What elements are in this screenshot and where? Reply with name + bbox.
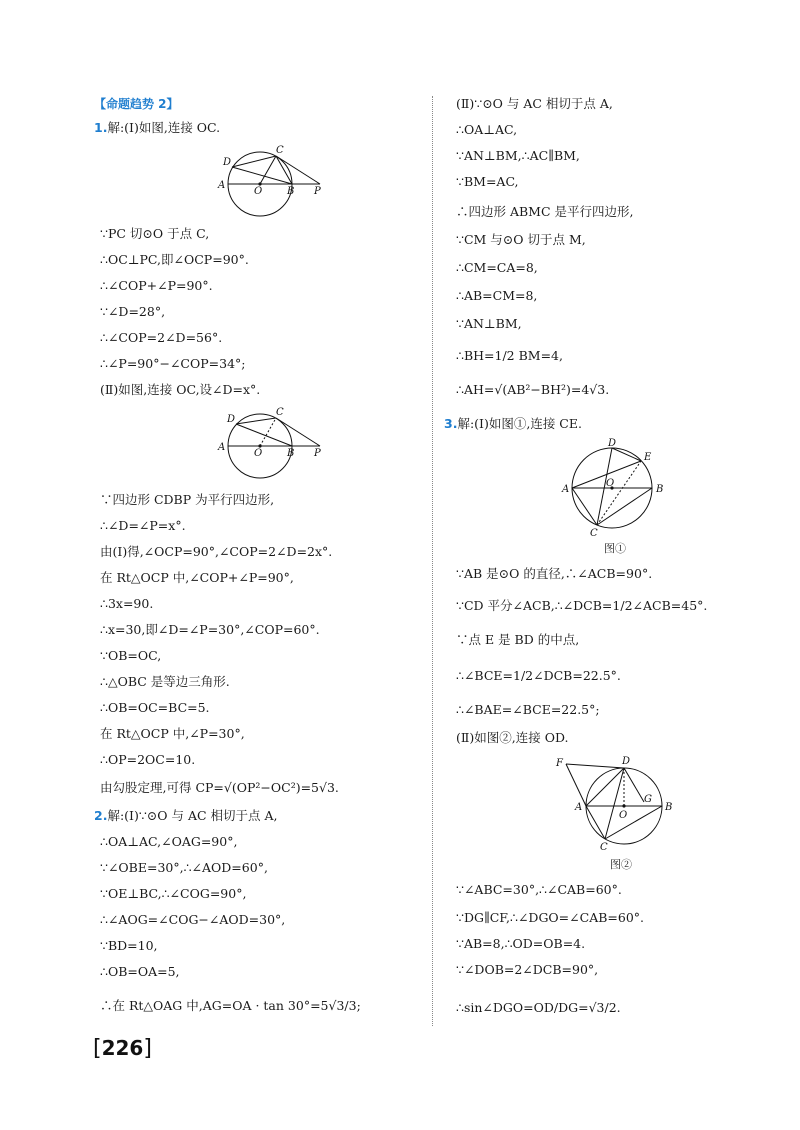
fig4-label-C: C xyxy=(600,842,608,852)
fig4-label-G: G xyxy=(644,794,652,805)
text-line: ∵OE⊥BC,∴∠COG=90°, xyxy=(100,886,247,901)
fig3-label-O: O xyxy=(606,478,615,489)
text-line: ∴OA⊥AC,∠OAG=90°, xyxy=(100,834,238,849)
text-line: ∵CM 与⊙O 切于点 M, xyxy=(456,232,586,247)
fig2-label-P: P xyxy=(314,448,321,459)
text-line: ∴∠COP=2∠D=56°. xyxy=(100,330,223,345)
text-line: ∵BD=10, xyxy=(100,938,158,953)
fig4-label-D: D xyxy=(622,756,631,767)
fig4-label-A: A xyxy=(575,802,583,813)
fig2-label-C: C xyxy=(276,407,284,418)
text-line: ∵AN⊥BM,∴AC∥BM, xyxy=(456,148,580,163)
text-line: 由勾股定理,可得 CP=√(OP²−OC²)=5√3. xyxy=(100,780,339,795)
text-line: ∵PC 切⊙O 于点 C, xyxy=(100,226,210,241)
text-line: ∴OP=2OC=10. xyxy=(100,752,196,767)
text-line: ∴∠D=∠P=x°. xyxy=(100,518,186,533)
text-line: 由(Ⅰ)得,∠OCP=90°,∠COP=2∠D=2x°. xyxy=(100,544,333,559)
text-line: ∵四边形 CDBP 为平行四边形, xyxy=(100,492,275,507)
text-line: ∵AB 是⊙O 的直径,∴∠ACB=90°. xyxy=(456,566,653,581)
text-line: ∵点 E 是 BD 的中点, xyxy=(456,632,580,647)
fig4-label-F: F xyxy=(556,758,563,769)
text-line: (Ⅱ)如图②,连接 OD. xyxy=(456,730,569,745)
text-line: ∴OB=OA=5, xyxy=(100,964,180,979)
text-line: ∵CD 平分∠ACB,∴∠DCB=1/2∠ACB=45°. xyxy=(456,598,708,613)
fig1-label-D: D xyxy=(223,157,232,168)
text-line: ∴OB=OC=BC=5. xyxy=(100,700,210,715)
text-line: ∴OA⊥AC, xyxy=(456,122,518,137)
fig2-label-B: B xyxy=(287,448,295,459)
text-line: ∴在 Rt△OAG 中,AG=OA · tan 30°=5√3/3; xyxy=(100,998,361,1013)
text-line: ∴sin∠DGO=OD/DG=√3/2. xyxy=(456,1000,621,1015)
page-number: [226] xyxy=(93,1036,152,1061)
text-line: ∴四边形 ABMC 是平行四边形, xyxy=(456,204,634,219)
fig2-label-O: O xyxy=(254,448,263,459)
text-line: ∴x=30,即∠D=∠P=30°,∠COP=60°. xyxy=(100,622,320,637)
fig4-label-B: B xyxy=(665,802,673,813)
text-line: ∵AB=8,∴OD=OB=4. xyxy=(456,936,586,951)
text-line: ∵BM=AC, xyxy=(456,174,519,189)
fig4-label-O: O xyxy=(619,810,628,821)
text-line: ∵∠DOB=2∠DCB=90°, xyxy=(456,962,599,977)
text-line: (Ⅱ)∵⊙O 与 AC 相切于点 A, xyxy=(456,96,613,111)
text-line: ∴CM=CA=8, xyxy=(456,260,538,275)
text-line: ∴∠BCE=1/2∠DCB=22.5°. xyxy=(456,668,621,683)
fig3-label-B: B xyxy=(656,484,664,495)
fig3-label-C: C xyxy=(590,528,598,538)
text-line: ∵∠D=28°, xyxy=(100,304,166,319)
fig3-label-D: D xyxy=(608,438,617,449)
text-line: 在 Rt△OCP 中,∠COP+∠P=90°, xyxy=(100,570,294,585)
figure-4 xyxy=(552,752,684,852)
text-line: (Ⅱ)如图,连接 OC,设∠D=x°. xyxy=(100,382,261,397)
fig2-label-A: A xyxy=(218,442,226,453)
text-line: ∴∠COP+∠P=90°. xyxy=(100,278,213,293)
fig1-label-C: C xyxy=(276,145,284,156)
text-line: ∴∠AOG=∠COG−∠AOD=30°, xyxy=(100,912,286,927)
figure-caption: 图② xyxy=(610,858,632,871)
text-line: ∴AB=CM=8, xyxy=(456,288,538,303)
figure-caption: 图① xyxy=(604,542,626,555)
text-line: ∵AN⊥BM, xyxy=(456,316,522,331)
text-line: ∵∠OBE=30°,∴∠AOD=60°, xyxy=(100,860,268,875)
text-line: 1.解:(Ⅰ)如图,连接 OC. xyxy=(94,120,221,135)
text-line: 3.解:(Ⅰ)如图①,连接 CE. xyxy=(444,416,582,431)
text-line: ∴AH=√(AB²−BH²)=4√3. xyxy=(456,382,610,397)
fig1-label-O: O xyxy=(254,186,263,197)
fig1-label-P: P xyxy=(314,186,321,197)
figure-2 xyxy=(214,402,334,482)
text-line: 2.解:(Ⅰ)∵⊙O 与 AC 相切于点 A, xyxy=(94,808,278,823)
fig3-label-A: A xyxy=(562,484,570,495)
text-line: ∴∠P=90°−∠COP=34°; xyxy=(100,356,246,371)
text-line: ∵OB=OC, xyxy=(100,648,162,663)
fig2-label-D: D xyxy=(227,414,236,425)
fig1-label-B: B xyxy=(287,186,295,197)
fig1-label-A: A xyxy=(218,180,226,191)
fig3-label-E: E xyxy=(644,452,652,463)
text-line: ∴∠BAE=∠BCE=22.5°; xyxy=(456,702,600,717)
text-line: ∴BH=1/2 BM=4, xyxy=(456,348,563,363)
text-line: ∵∠ABC=30°,∴∠CAB=60°. xyxy=(456,882,622,897)
text-line: ∴OC⊥PC,即∠OCP=90°. xyxy=(100,252,249,267)
column-divider xyxy=(432,96,433,1026)
text-line: ∴△OBC 是等边三角形. xyxy=(100,674,230,689)
figure-1 xyxy=(214,140,334,220)
text-line: 在 Rt△OCP 中,∠P=30°, xyxy=(100,726,245,741)
figure-3 xyxy=(560,438,680,538)
section-header: 【命题趋势 2】 xyxy=(94,97,179,111)
text-line: ∴3x=90. xyxy=(100,596,154,611)
text-line: ∵DG∥CF,∴∠DGO=∠CAB=60°. xyxy=(456,910,645,925)
